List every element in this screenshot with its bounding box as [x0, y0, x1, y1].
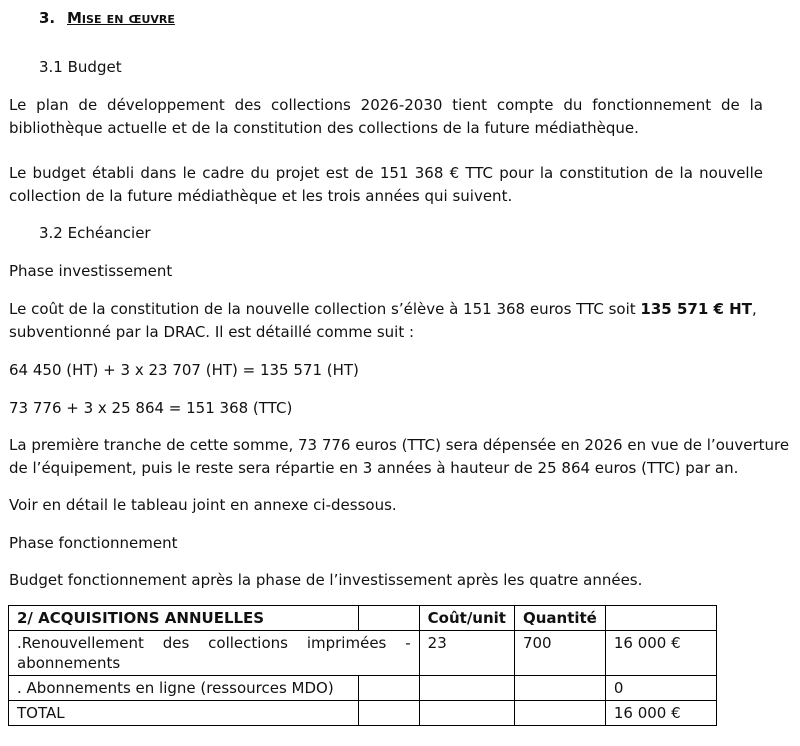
budget-para1-line2: bibliothèque actuelle et de la constitution des collections de la future médiathèque.	[9, 119, 639, 137]
echeancier-heading: 3.2 Echéancier	[39, 224, 151, 242]
table-row	[9, 676, 717, 701]
table-row	[9, 701, 717, 726]
row-cout: 23	[419, 631, 514, 676]
phase-investissement: Phase investissement	[9, 262, 173, 280]
row-empty	[358, 701, 419, 726]
budget-para2-line1: Le budget établi dans le cadre du projet est de 151 368 € TTC pour la constitution de la nouvelle	[9, 164, 763, 182]
row-label: TOTAL	[9, 701, 359, 726]
header-quantite: Quantité	[514, 606, 605, 631]
acquisitions-table	[8, 605, 717, 726]
tranche-line2: de l’équipement, puis le reste sera répartie en 3 années à hauteur de 25 864 euros (TTC) par an.	[9, 459, 739, 477]
row-cout	[419, 676, 514, 701]
budget-para1-line1: Le plan de développement des collections 2026-2030 tient compte du fonctionnement de la	[9, 96, 763, 114]
phase-fonctionnement: Phase fonctionnement	[9, 534, 178, 552]
row-quantite	[514, 701, 605, 726]
header-cout: Coût/unit	[419, 606, 514, 631]
tranche-line1: La première tranche de cette somme, 73 776 euros (TTC) sera dépensée en 2026 en vue de l’ouverture	[9, 436, 790, 454]
section-number: 3.	[39, 9, 56, 27]
annexe-note: Voir en détail le tableau joint en annexe ci-dessous.	[9, 496, 397, 514]
cost-line1	[9, 299, 763, 319]
row-total: 16 000 €	[605, 631, 716, 676]
row-quantite: 700	[514, 631, 605, 676]
row-cout	[419, 701, 514, 726]
row-label: .Renouvellement des collections imprimées - abonnements	[9, 631, 420, 676]
row-empty	[358, 676, 419, 701]
header-empty	[358, 606, 419, 631]
cost-text: Le coût de la constitution de la nouvelle collection s’élève à 151 368 euros TTC soit	[9, 300, 641, 318]
table-header-row	[9, 606, 717, 631]
formula-ttc: 73 776 + 3 x 25 864 = 151 368 (TTC)	[9, 399, 293, 417]
table-row	[9, 631, 717, 676]
cost-ht-bold: 135 571 € HT	[640, 300, 752, 318]
budget-para2-line2: collection de la future médiathèque et les trois années qui suivent.	[9, 187, 513, 205]
row-total: 16 000 €	[605, 701, 716, 726]
cost-line2: subventionné par la DRAC. Il est détaillé comme suit :	[9, 323, 415, 341]
row-total: 0	[605, 676, 716, 701]
budget-heading: 3.1 Budget	[39, 58, 122, 76]
cost-comma: ,	[751, 300, 757, 318]
fonctionnement-budget: Budget fonctionnement après la phase de l’investissement après les quatre années.	[9, 571, 643, 589]
row-label: . Abonnements en ligne (ressources MDO)	[9, 676, 359, 701]
header-total	[605, 606, 716, 631]
section-title: Mise en œuvre	[67, 9, 175, 27]
row-quantite	[514, 676, 605, 701]
formula-ht: 64 450 (HT) + 3 x 23 707 (HT) = 135 571 (HT)	[9, 361, 359, 379]
section-heading	[39, 9, 175, 27]
header-label: 2/ ACQUISITIONS ANNUELLES	[9, 606, 359, 631]
